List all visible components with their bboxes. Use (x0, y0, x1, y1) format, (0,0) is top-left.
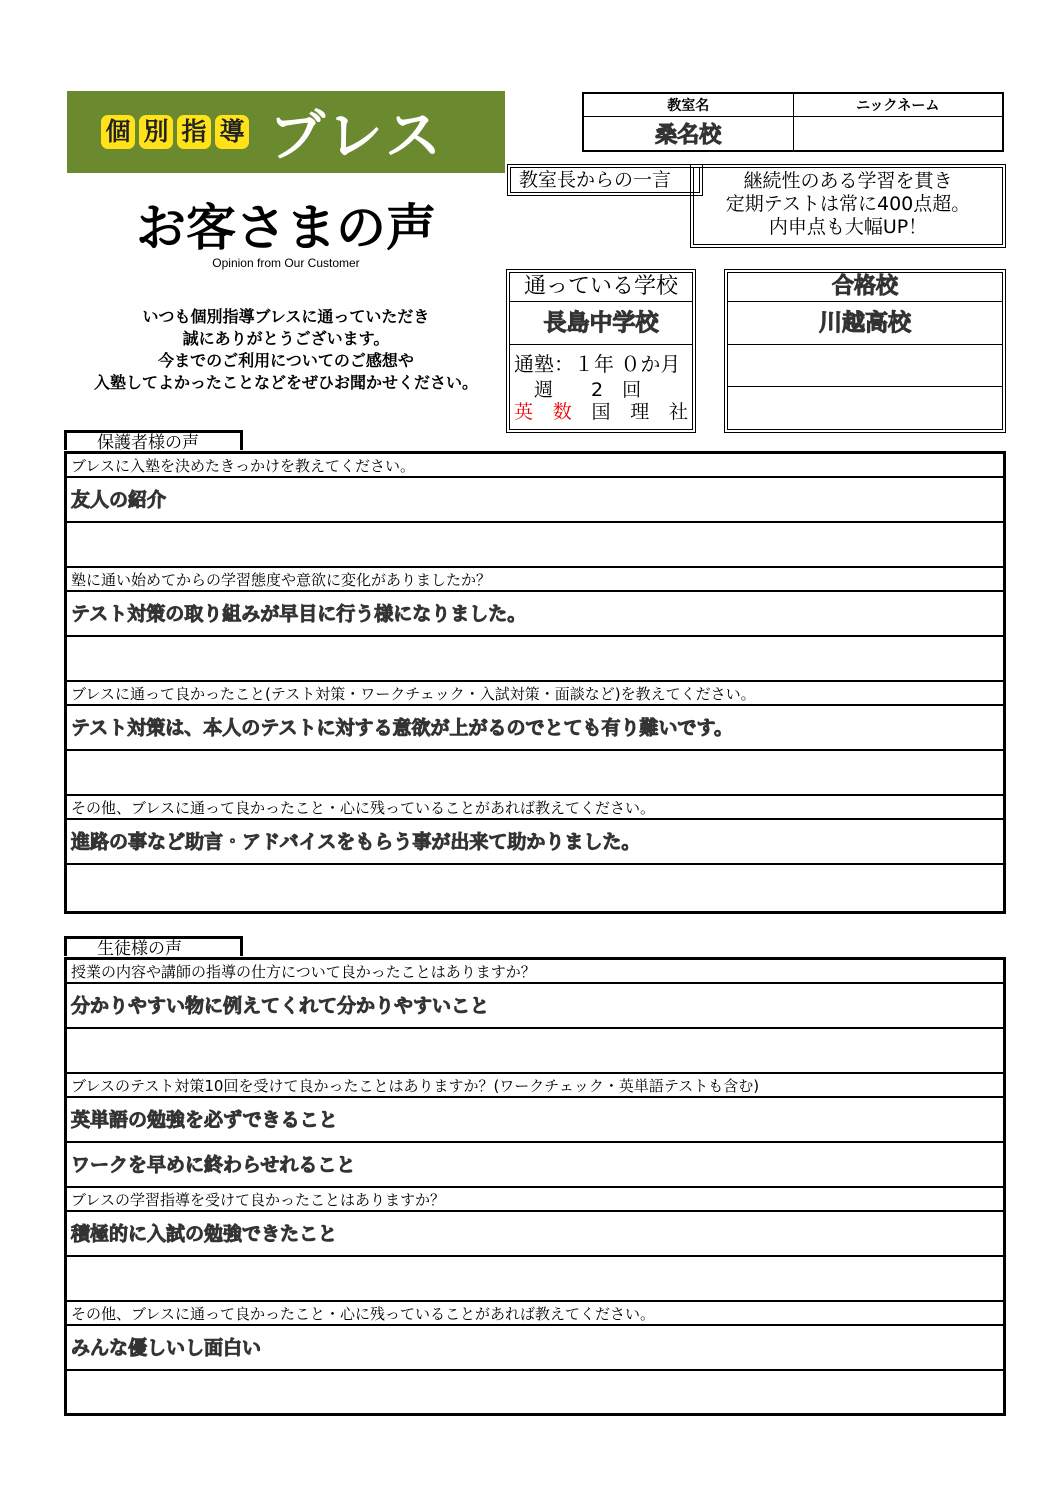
answer: 友人の紹介 (67, 478, 1003, 523)
logo-kanji: 個 (101, 115, 135, 149)
greeting-line: 入塾してよかったことなどをぜひお聞かせください。 (93, 373, 478, 392)
passed-label: 合格校 (728, 273, 1002, 302)
classroom-value: 桑名校 (583, 117, 793, 152)
answer: 進路の事など助言・アドバイスをもらう事が出来て助かりました。 (67, 820, 1003, 865)
page-subtitle: Opinion from Our Customer (212, 256, 360, 270)
logo-brand: ブレス (269, 104, 446, 169)
logo-kanji: 別 (139, 115, 173, 149)
logo (67, 91, 505, 173)
question: その他、ブレスに通って良かったこと・心に残っていることがあれば教えてください。 (67, 796, 1003, 820)
subject: 社 (668, 401, 688, 423)
message-line: 継続性のある学習を貫き (743, 170, 953, 192)
school-box (506, 269, 696, 433)
answer: テスト対策の取り組みが早目に行う様になりました。 (67, 592, 1003, 637)
passed-school: 川越高校 (728, 302, 1002, 345)
greeting-line: 今までのご利用についてのご感想や (158, 351, 414, 370)
logo-kanji: 指 (177, 115, 211, 149)
nickname-value (793, 117, 1003, 152)
greeting (67, 306, 505, 394)
answer: 分かりやすい物に例えてくれて分かりやすいこと (67, 984, 1003, 1029)
greeting-line: いつも個別指導ブレスに通っていただき (142, 307, 430, 326)
subjects (510, 401, 692, 423)
answer (67, 637, 1003, 682)
logo-kanji: 導 (215, 115, 249, 149)
duration: 通塾：１年 ０か月 (514, 352, 681, 376)
question: ブレスに通って良かったこと(テスト対策・ワークチェック・入試対策・面談など)を教えてください。 (67, 682, 1003, 706)
answer (67, 1371, 1003, 1416)
subject: 英 (514, 401, 534, 423)
question: 授業の内容や講師の指導の仕方について良かったことはありますか？ (67, 960, 1003, 984)
students-section (64, 957, 1006, 1416)
passed-school (728, 387, 1002, 428)
answer: 英単語の勉強を必ずできること (67, 1098, 1003, 1143)
students-tab: 生徒様の声 (64, 936, 243, 956)
answer: テスト対策は、本人のテストに対する意欲が上がるのでとても有り難いです。 (67, 706, 1003, 751)
subject: 数 (552, 401, 572, 423)
school-name: 長島中学校 (510, 302, 692, 345)
passed-box (724, 269, 1006, 433)
question: ブレスのテスト対策10回を受けて良かったことはありますか？(ワークチェック・英単語テストも含む) (67, 1074, 1003, 1098)
answer: 積極的に入試の勉強できたこと (67, 1212, 1003, 1257)
page-title: お客さまの声 (136, 199, 436, 257)
principal-message (690, 164, 1006, 248)
subject: 国 (591, 401, 611, 423)
weekly-count: 週 2 回 (534, 379, 642, 401)
answer (67, 751, 1003, 796)
answer (67, 523, 1003, 568)
parents-tab: 保護者様の声 (64, 430, 243, 450)
answer: ワークを早めに終わらせれること (67, 1143, 1003, 1188)
answer (67, 1029, 1003, 1074)
classroom-table (582, 92, 1004, 152)
nickname-label: ニックネーム (793, 93, 1003, 117)
question: 塾に通い始めてからの学習態度や意欲に変化がありましたか？ (67, 568, 1003, 592)
greeting-line: 誠にありがとうございます。 (182, 329, 390, 348)
subject: 理 (630, 401, 650, 423)
answer: みんな優しいし面白い (67, 1326, 1003, 1371)
question: ブレスの学習指導を受けて良かったことはありますか？ (67, 1188, 1003, 1212)
message-label: 教室長からの一言 (507, 164, 703, 196)
question: その他、ブレスに通って良かったこと・心に残っていることがあれば教えてください。 (67, 1302, 1003, 1326)
message-line: 内申点も大幅UP！ (768, 216, 928, 238)
answer (67, 865, 1003, 910)
question: ブレスに入塾を決めたきっかけを教えてください。 (67, 454, 1003, 478)
parents-section (64, 451, 1006, 914)
answer (67, 1257, 1003, 1302)
school-label: 通っている学校 (510, 273, 692, 302)
passed-school (728, 345, 1002, 387)
message-line: 定期テストは常に400点超。 (725, 193, 971, 215)
classroom-label: 教室名 (583, 93, 793, 117)
